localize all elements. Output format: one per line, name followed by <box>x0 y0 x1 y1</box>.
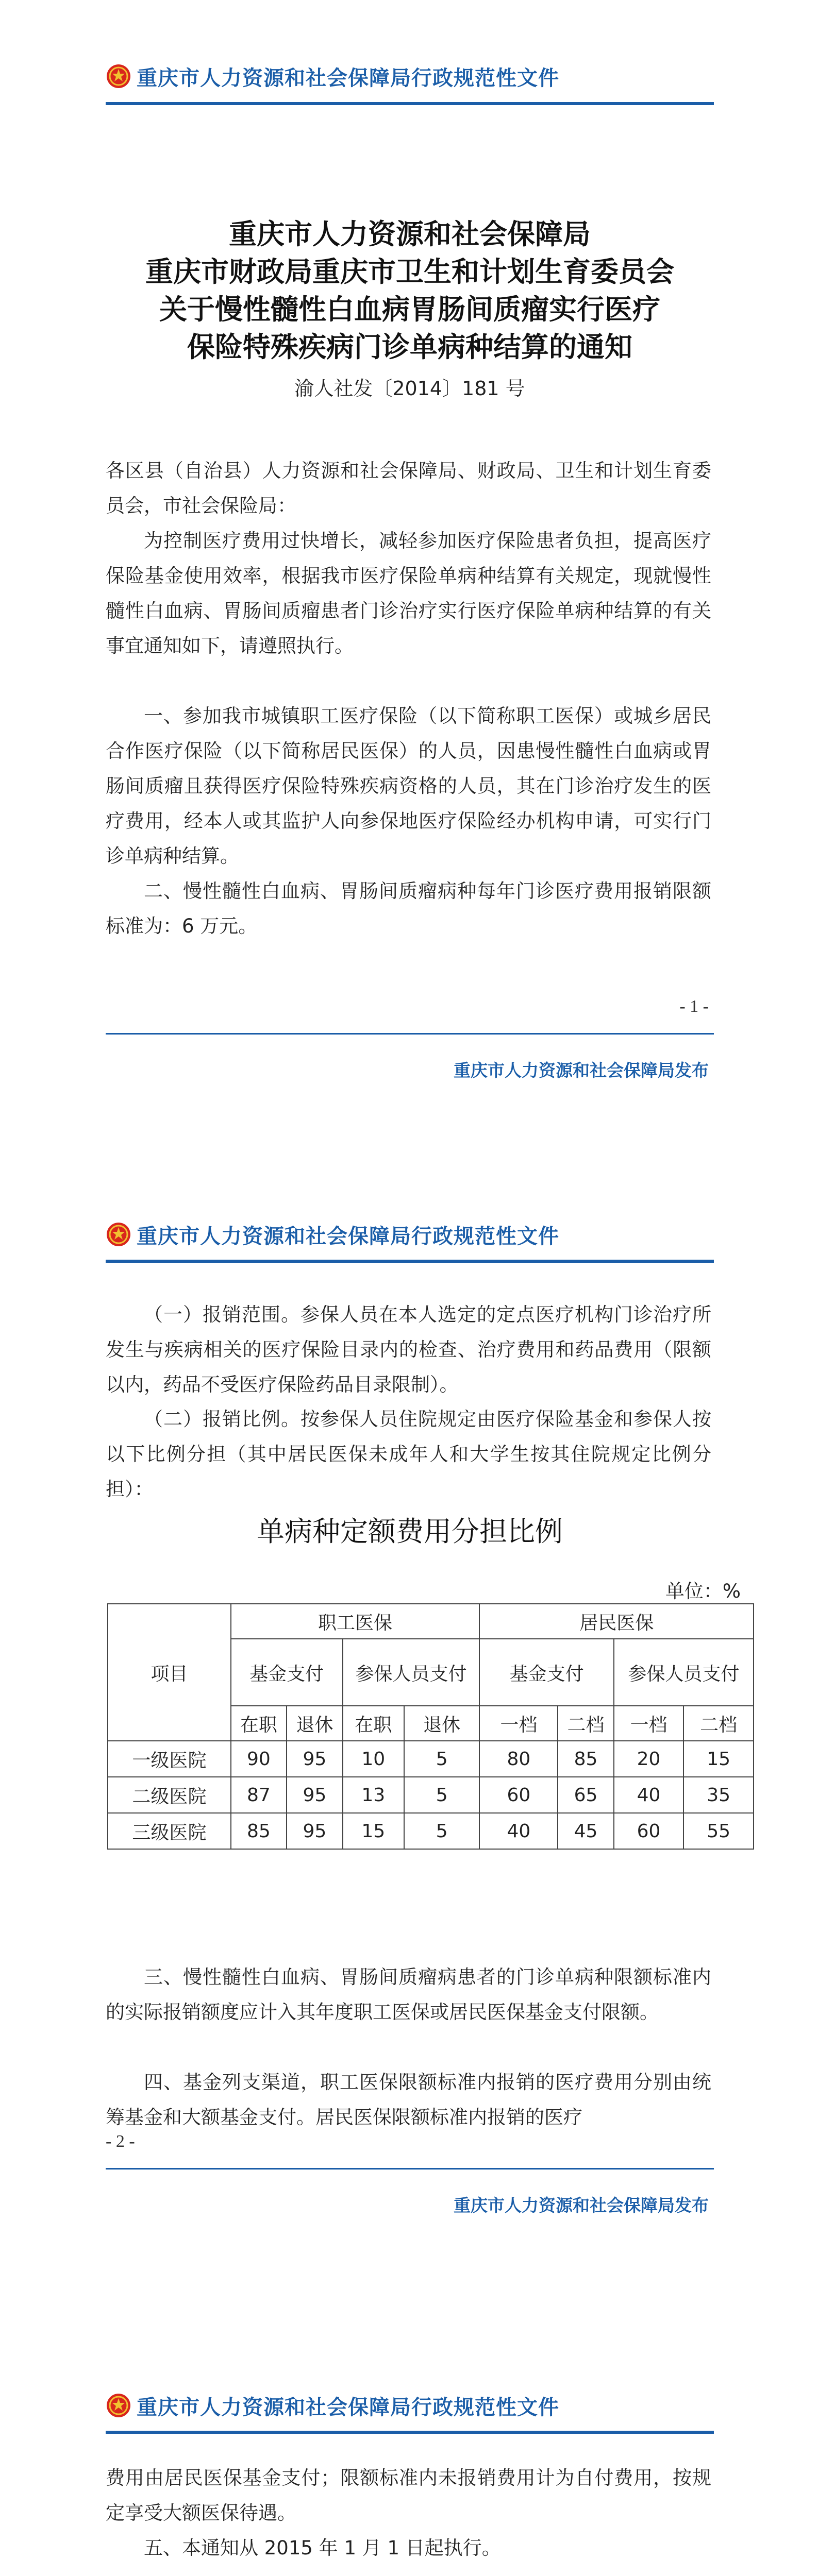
hospital-level: 三级医院 <box>108 1813 231 1849</box>
page-header <box>106 1216 714 1253</box>
salutation: 各区县（自治县）人力资源和社会保障局、财政局、卫生和计划生育委员会，市社会保险局： <box>106 460 711 517</box>
page-1 <box>0 0 818 1128</box>
paragraph-continued: 费用由居民医保基金支付；限额标准内未报销费用计为自付费用，按规定享受大额医保待遇。 <box>106 2467 711 2524</box>
table-header-resident-insurance: 居民医保 <box>479 1604 754 1639</box>
table-header-employee-insurance: 职工医保 <box>231 1604 480 1639</box>
page-2 <box>0 1128 818 2308</box>
table-cell: 60 <box>479 1777 558 1813</box>
table-unit: 单位：% <box>665 1580 741 1602</box>
table-header-fund-pay: 基金支付 <box>231 1639 343 1706</box>
table-cell: 20 <box>614 1741 684 1777</box>
table-cell: 95 <box>287 1813 342 1849</box>
table-cell: 35 <box>683 1777 754 1813</box>
header-title: 重庆市人力资源和社会保障局行政规范性文件 <box>137 1224 559 1248</box>
table-row <box>108 1777 754 1813</box>
table-cell: 65 <box>558 1777 613 1813</box>
table-header-retired: 退休 <box>287 1706 342 1741</box>
table-cell: 40 <box>614 1777 684 1813</box>
hospital-level: 二级医院 <box>108 1777 231 1813</box>
hospital-level: 一级医院 <box>108 1741 231 1777</box>
table-header-self-pay: 参保人员支付 <box>343 1639 480 1706</box>
table-header-tier-2: 二档 <box>558 1706 613 1741</box>
table-title: 单病种定额费用分担比例 <box>257 1515 563 1548</box>
page-3 <box>0 2308 818 2576</box>
footer-publisher: 重庆市人力资源和社会保障局发布 <box>454 1060 709 1080</box>
paragraph-section-4: 四、基金列支渠道，职工医保限额标准内报销的医疗费用分别由统筹基金和大额基金支付。居民医保限额标准内报销的医疗 <box>106 2071 711 2128</box>
paragraph-section-2: 二、慢性髓性白血病、胃肠间质瘤病种每年门诊医疗费用报销限额标准为：6 万元。 <box>106 880 711 937</box>
table-cell: 60 <box>614 1813 684 1849</box>
document-number: 渝人社发〔2014〕181 号 <box>294 377 525 400</box>
page-number: - 1 - <box>679 997 709 1016</box>
table-cell: 15 <box>683 1741 754 1777</box>
table-row <box>108 1813 754 1849</box>
table-header-item: 项目 <box>108 1604 231 1741</box>
table-cell: 5 <box>404 1777 479 1813</box>
table-cell: 5 <box>404 1813 479 1849</box>
table-row <box>108 1741 754 1777</box>
table-header-tier-2: 二档 <box>683 1706 754 1741</box>
header-rule <box>106 2431 714 2434</box>
table-header-employed: 在职 <box>231 1706 287 1741</box>
table-header-retired: 退休 <box>404 1706 479 1741</box>
header-rule <box>106 1260 714 1263</box>
notice-title-line-4: 保险特殊疾病门诊单病种结算的通知 <box>187 331 632 363</box>
footer-publisher: 重庆市人力资源和社会保障局发布 <box>454 2195 709 2215</box>
paragraph-section-3: 三、慢性髓性白血病、胃肠间质瘤病患者的门诊单病种限额标准内的实际报销额度应计入其年度职工医保或居民医保基金支付限额。 <box>106 1966 711 2023</box>
paragraph-intro: 为控制医疗费用过快增长，减轻参加医疗保险患者负担，提高医疗保险基金使用效率，根据我市医疗保险单病种结算有关规定，现就慢性髓性白血病、胃肠间质瘤患者门诊治疗实行医疗保险单病种结算的有关事宜通知如下，请遵照执行。 <box>106 530 711 657</box>
page-header <box>106 58 714 95</box>
national-emblem-icon <box>106 2393 131 2418</box>
national-emblem-icon <box>106 1222 131 1247</box>
header-title: 重庆市人力资源和社会保障局行政规范性文件 <box>137 66 559 90</box>
paragraph-section-5: 五、本通知从 2015 年 1 月 1 日起执行。 <box>144 2537 501 2559</box>
table-cell: 10 <box>343 1741 404 1777</box>
table-cell: 90 <box>231 1741 287 1777</box>
footer-rule <box>106 2168 714 2170</box>
table-header-tier-1: 一档 <box>614 1706 684 1741</box>
table-header-fund-pay: 基金支付 <box>479 1639 613 1706</box>
notice-title-line-1: 重庆市人力资源和社会保障局 <box>229 218 591 250</box>
table-cell: 85 <box>558 1741 613 1777</box>
notice-title-line-2: 重庆市财政局重庆市卫生和计划生育委员会 <box>145 256 674 288</box>
table-cell: 80 <box>479 1741 558 1777</box>
table-cell: 40 <box>479 1813 558 1849</box>
table-header-tier-1: 一档 <box>479 1706 558 1741</box>
table-cell: 45 <box>558 1813 613 1849</box>
table-cell: 13 <box>343 1777 404 1813</box>
table-cell: 95 <box>287 1777 342 1813</box>
page-header <box>106 2387 714 2424</box>
paragraph-reimbursement-ratio: （二）报销比例。按参保人员住院规定由医疗保险基金和参保人按以下比例分担（其中居民医保未成年人和大学生按其住院规定比例分担）： <box>106 1408 711 1500</box>
table-cell: 87 <box>231 1777 287 1813</box>
table-cell: 95 <box>287 1741 342 1777</box>
page-number: - 2 - <box>106 2132 135 2151</box>
paragraph-section-1: 一、参加我市城镇职工医疗保险（以下简称职工医保）或城乡居民合作医疗保险（以下简称居民医保）的人员，因患慢性髓性白血病或胃肠间质瘤且获得医疗保险特殊疾病资格的人员，其在门诊治疗发生的医疗费用，经本人或其监护人向参保地医疗保险经办机构申请，可实行门诊单病种结算。 <box>106 705 711 867</box>
paragraph-reimbursement-scope: （一）报销范围。参保人员在本人选定的定点医疗机构门诊治疗所发生与疾病相关的医疗保险目录内的检查、治疗费用和药品费用（限额以内，药品不受医疗保险药品目录限制）。 <box>106 1303 711 1396</box>
footer-rule <box>106 1033 714 1035</box>
notice-title-line-3: 关于慢性髓性白血病胃肠间质瘤实行医疗 <box>159 293 660 326</box>
national-emblem-icon <box>106 63 131 89</box>
table-header-employed: 在职 <box>343 1706 404 1741</box>
table-cell: 5 <box>404 1741 479 1777</box>
table-cell: 55 <box>683 1813 754 1849</box>
cost-sharing-table <box>107 1603 754 1850</box>
header-title: 重庆市人力资源和社会保障局行政规范性文件 <box>137 2395 559 2419</box>
header-rule <box>106 102 714 105</box>
table-cell: 15 <box>343 1813 404 1849</box>
table-cell: 85 <box>231 1813 287 1849</box>
table-header-self-pay-resident: 参保人员支付 <box>614 1639 754 1706</box>
